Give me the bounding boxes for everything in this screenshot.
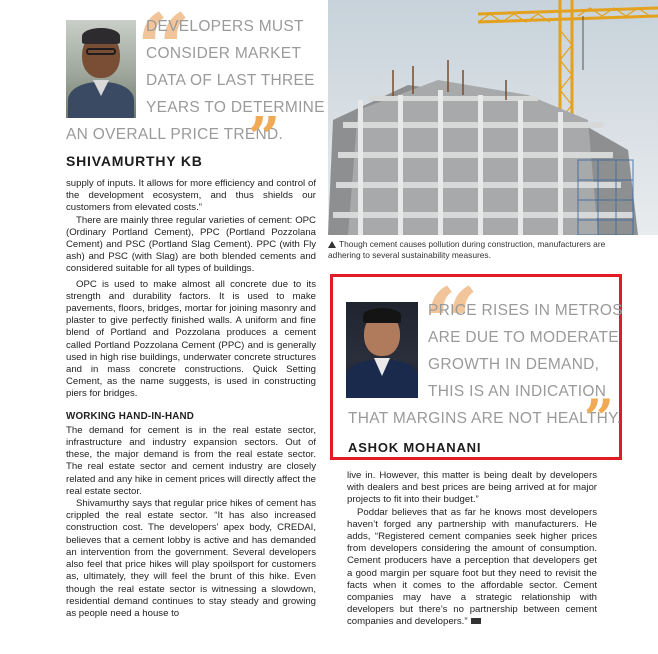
quote2-attribution: ASHOK MOHANANI xyxy=(348,440,482,455)
close-quote-icon: ” xyxy=(584,389,614,450)
open-quote-icon: “ xyxy=(136,0,192,106)
quote1-line-1: DEVELOPERS MUST xyxy=(146,18,304,35)
quote2-line-1: PRICE RISES IN METROS xyxy=(428,302,623,319)
construction-site-image xyxy=(328,0,658,235)
quote2-line-2: ARE DUE TO MODERATE xyxy=(428,329,619,346)
quote1-line-4: YEARS TO DETERMINE xyxy=(146,99,325,116)
caption-text: Though cement causes pollution during construction, manufacturers are adhering to several sustainability measures. xyxy=(328,239,606,260)
quote1-line-2: CONSIDER MARKET xyxy=(146,45,302,62)
paragraph: The demand for cement is in the real estate sector, infrastructure and industry expansion sectors. Out of these, the major demand is from the real estate sector. The real estate sector and cement industry are closely related and any hike in cement prices will directly affect the real estate sector. xyxy=(66,424,316,497)
portrait-shivamurthy xyxy=(66,20,136,118)
paragraph: live in. However, this matter is being dealt by developers with dealers and best prices are being arrived at for major projects to fit into their budget.” xyxy=(347,470,597,506)
quote2-line-5: THAT MARGINS ARE NOT HEALTHY. xyxy=(348,410,622,427)
caption-triangle-icon xyxy=(328,241,336,248)
paragraph xyxy=(347,507,597,629)
paragraph: supply of inputs. It allows for more efficiency and control of the development ecosystem, and thus shields our customers from elevated costs.” xyxy=(66,178,316,214)
close-quote-icon: ” xyxy=(248,105,281,171)
article-right-column xyxy=(347,470,597,629)
open-quote-icon: “ xyxy=(424,267,480,380)
end-mark-icon xyxy=(471,618,481,624)
quote1-line-3: DATA OF LAST THREE xyxy=(146,72,315,89)
paragraph: OPC is used to make almost all concrete due to its strength and durability factors. It is used to make pavements, floors, bridges, mortar for joining masonry and plaster to give perfectly finished walls. A uniform and fine blend of Portland and Pozzolana produces a cement called Portland Pozzolana Cement (PPC) and is generally used in high rise buildings, underwater concrete structures and in mass concrete constructions. Quick Setting Cement, as the name suggests, is used in constructing piers for bridges. xyxy=(66,278,316,400)
image-caption xyxy=(328,239,620,261)
quote1-line-5: AN OVERALL PRICE TREND. xyxy=(66,126,284,143)
quote2-line-3: GROWTH IN DEMAND, xyxy=(428,356,600,373)
quote2-line-4: THIS IS AN INDICATION xyxy=(428,383,607,400)
section-heading: WORKING HAND-IN-HAND xyxy=(66,410,195,422)
portrait-ashok-mohanani xyxy=(346,302,418,398)
paragraph: There are mainly three regular varieties of cement: OPC (Ordinary Portland Cement), PPC (Portland Pozzolana Cement) and PSC (Portland Slag Cement). PPC (with Fly ash) and PSC (with Slag) are both blended cements and considered suitable for all types of buildings. xyxy=(66,214,316,275)
paragraph-text: Poddar believes that as far he knows most developers haven’t forged any partnership with manufacturers. He adds, “Registered cement companies seek higher prices from developers considering the amount of consumption. Cement producers have a perception that developers get a good margin per square foot but they need to revisit the facts when it comes to the affordable sector. Cement companies may have a strategic relationship with developers but there’s no partnership between cement companies and developers.” xyxy=(347,506,597,628)
article-left-column xyxy=(66,178,316,620)
paragraph: Shivamurthy says that regular price hikes of cement has crippled the real estate sector. “It has also increased construction cost. The developers’ apex body, CREDAI, believes that a cement lobby is active and has demanded an intervention from the government. Several developers also feel that price hikes will play spoilsport for customers as, ultimately, they will feel the brunt of this hike. Even though the real estate sector is witnessing a slowdown, residential demand continues to stay steady and growing as people need a house to xyxy=(66,498,316,619)
quote1-attribution: SHIVAMURTHY KB xyxy=(66,153,203,169)
